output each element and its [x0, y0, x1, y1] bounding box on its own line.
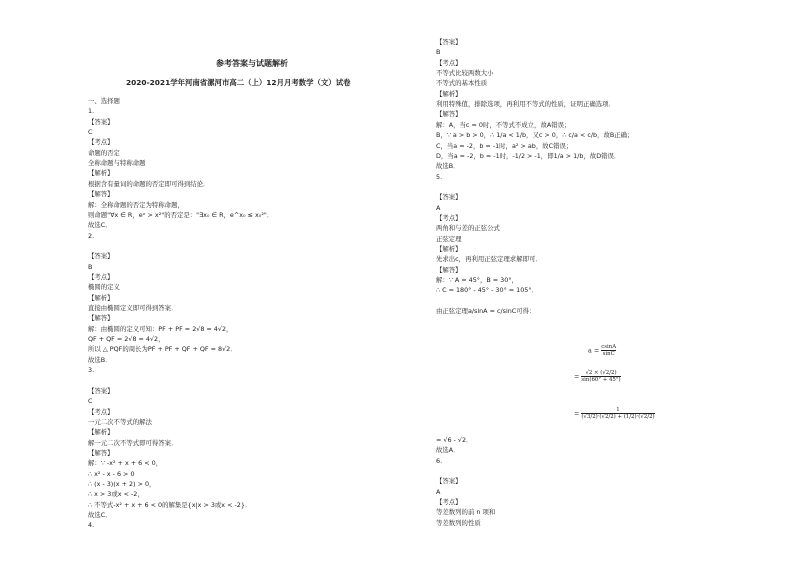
formula-step-2-fraction: [581, 370, 620, 383]
text-line: 先求出c，再利用正弦定理求解即可．: [436, 255, 542, 264]
text-line: 【答案】: [436, 477, 462, 486]
text-line: ∴ 不等式-x² + x + 6 < 0的解集是{x|x > 3或x < -2}．: [88, 500, 252, 509]
text-line: ∴ (x - 3)(x + 2) > 0，: [88, 479, 156, 488]
formula-step-2-numerator: √2 × (√2/2): [585, 370, 617, 376]
text-line: 正弦定理: [436, 234, 462, 243]
formula-step-3-numerator: 1: [616, 407, 620, 413]
text-line: 解：∵ -x² + x + 6 < 0，: [88, 459, 163, 468]
formula-step-1-fraction: [601, 344, 616, 357]
formula-step-1-numerator: csinA: [601, 344, 617, 350]
text-line: 【答案】: [88, 386, 114, 395]
text-line: B: [436, 48, 441, 57]
text-line: 5.: [436, 172, 443, 181]
text-line: 一、选择题: [88, 97, 120, 105]
formula-step-3-fraction: [581, 407, 654, 420]
text-line: 利用特殊值，排除选项，再利用不等式的性质，证明正确选项．: [436, 100, 615, 109]
text-line: 故选B．: [436, 162, 460, 171]
text-line: C: [88, 397, 93, 406]
formula-step-2-prefix: =: [574, 372, 580, 381]
text-line: 全称命题与特称命题: [88, 159, 146, 168]
formula-step-2-denominator: sin(60° + 45°): [581, 377, 621, 383]
text-line: 【解析】: [88, 169, 114, 178]
text-line: 不等式比较两数大小: [436, 69, 494, 78]
text-line: 【考点】: [436, 213, 462, 222]
formula-step-2: [574, 370, 621, 383]
text-line: 所以 △ PQF的周长为PF + PF + QF + QF = 8√2．: [88, 345, 237, 354]
text-line: 不等式的基本性质: [436, 79, 488, 88]
text-line: 等差数列的前 n 项和: [436, 508, 496, 517]
text-line: 等差数列的性质: [436, 518, 481, 527]
text-line: 解：∵ A = 45°，B = 30°，: [436, 276, 518, 285]
text-line: 一元二次不等式的解法: [88, 417, 152, 426]
text-line: 【答案】: [436, 193, 462, 202]
text-line: B: [88, 262, 93, 271]
text-line: ∴ x > 3或x < -2，: [88, 490, 144, 499]
text-line: C，当a = -2，b = -1时，a² > ab，故C错误；: [436, 141, 573, 150]
formula-step-1: [588, 344, 616, 357]
text-line: QF + QF = 2√8 = 4√2，: [88, 335, 165, 344]
text-line: 6.: [436, 456, 443, 465]
formula-step-3-prefix: =: [574, 409, 580, 418]
doc-title: 参考答案与试题解析: [216, 59, 288, 68]
formula-step-3-denominator: (√3/2)·(√2/2) + (1/2)·(√2/2): [581, 414, 655, 420]
text-line: D，当a = -2，b = -1时，-1/2 > -1，即1/a > 1/b，故D错误．: [436, 151, 621, 160]
text-line: 【解答】: [88, 448, 114, 457]
text-line: 【答案】: [88, 117, 114, 126]
text-line: 4.: [88, 521, 95, 530]
text-line: 【解析】: [436, 245, 462, 253]
text-line: 【解答】: [88, 314, 114, 323]
text-line: 3.: [88, 366, 95, 375]
formula-step-3: [574, 407, 655, 420]
text-line: 椭圆的定义: [88, 283, 120, 292]
text-line: 【考点】: [436, 498, 462, 507]
text-line: 命题的否定: [88, 148, 120, 157]
text-line: 【解答】: [436, 265, 462, 274]
text-line: 【解答】: [88, 190, 114, 199]
text-line: 【答案】: [88, 252, 114, 261]
text-line: 【考点】: [88, 138, 114, 147]
text-line: 【解析】: [88, 293, 114, 302]
formula-step-1-denominator: sinC: [602, 351, 615, 357]
text-line: 由正弦定理a/sinA = c/sinC可得：: [436, 307, 536, 316]
text-line: A: [436, 487, 441, 496]
text-line: ∴ x² - x - 6 > 0: [88, 469, 135, 478]
text-line: = √6 - √2．: [436, 436, 473, 444]
text-line: 2.: [88, 231, 95, 240]
text-line: 解：全称命题的否定为特称命题，: [88, 200, 184, 209]
text-line: 解一元二次不等式即可得答案．: [88, 438, 178, 447]
text-line: 故选A．: [436, 446, 460, 455]
text-line: 根据含有量词的命题的否定即可得到结论．: [88, 179, 210, 188]
text-line: 则命题"∀x ∈ R，eˣ > x²"的否定是："∃x₀ ∈ R，e^x₀ ≤ x₀²"．: [88, 210, 274, 219]
text-line: 解：由椭圆的定义可知：PF + PF = 2√8 = 4√2，: [88, 324, 233, 333]
text-line: 解：A，当c = 0时，不等式不成立，故A错误；: [436, 120, 571, 129]
text-line: 【答案】: [436, 38, 462, 46]
text-line: 【考点】: [88, 407, 114, 416]
text-line: C: [88, 128, 93, 137]
text-line: 【解析】: [88, 428, 114, 437]
text-line: 【解析】: [436, 89, 462, 98]
text-line: 1.: [88, 107, 95, 116]
text-line: 故选C．: [88, 511, 112, 519]
text-line: 【考点】: [88, 272, 114, 281]
text-line: B，∵ a > b > 0，∴ 1/a < 1/b，又c > 0，∴ c/a < c/b，故B正确；: [436, 131, 634, 140]
text-line: 直接由椭圆定义即可得到答案．: [88, 304, 178, 312]
text-line: 故选B．: [88, 355, 112, 364]
text-line: 【解答】: [436, 110, 462, 119]
text-line: ∴ C = 180° - 45° - 30° = 105°．: [436, 286, 538, 295]
text-line: 两角和与差的正弦公式: [436, 224, 500, 233]
text-line: A: [436, 203, 441, 212]
doc-subtitle: 2020-2021学年河南省漯河市高二（上）12月月考数学（文）试卷: [126, 78, 351, 87]
text-line: 【考点】: [436, 58, 462, 67]
formula-step-1-lhs: a =: [588, 346, 600, 355]
text-line: 故选C．: [88, 221, 112, 230]
